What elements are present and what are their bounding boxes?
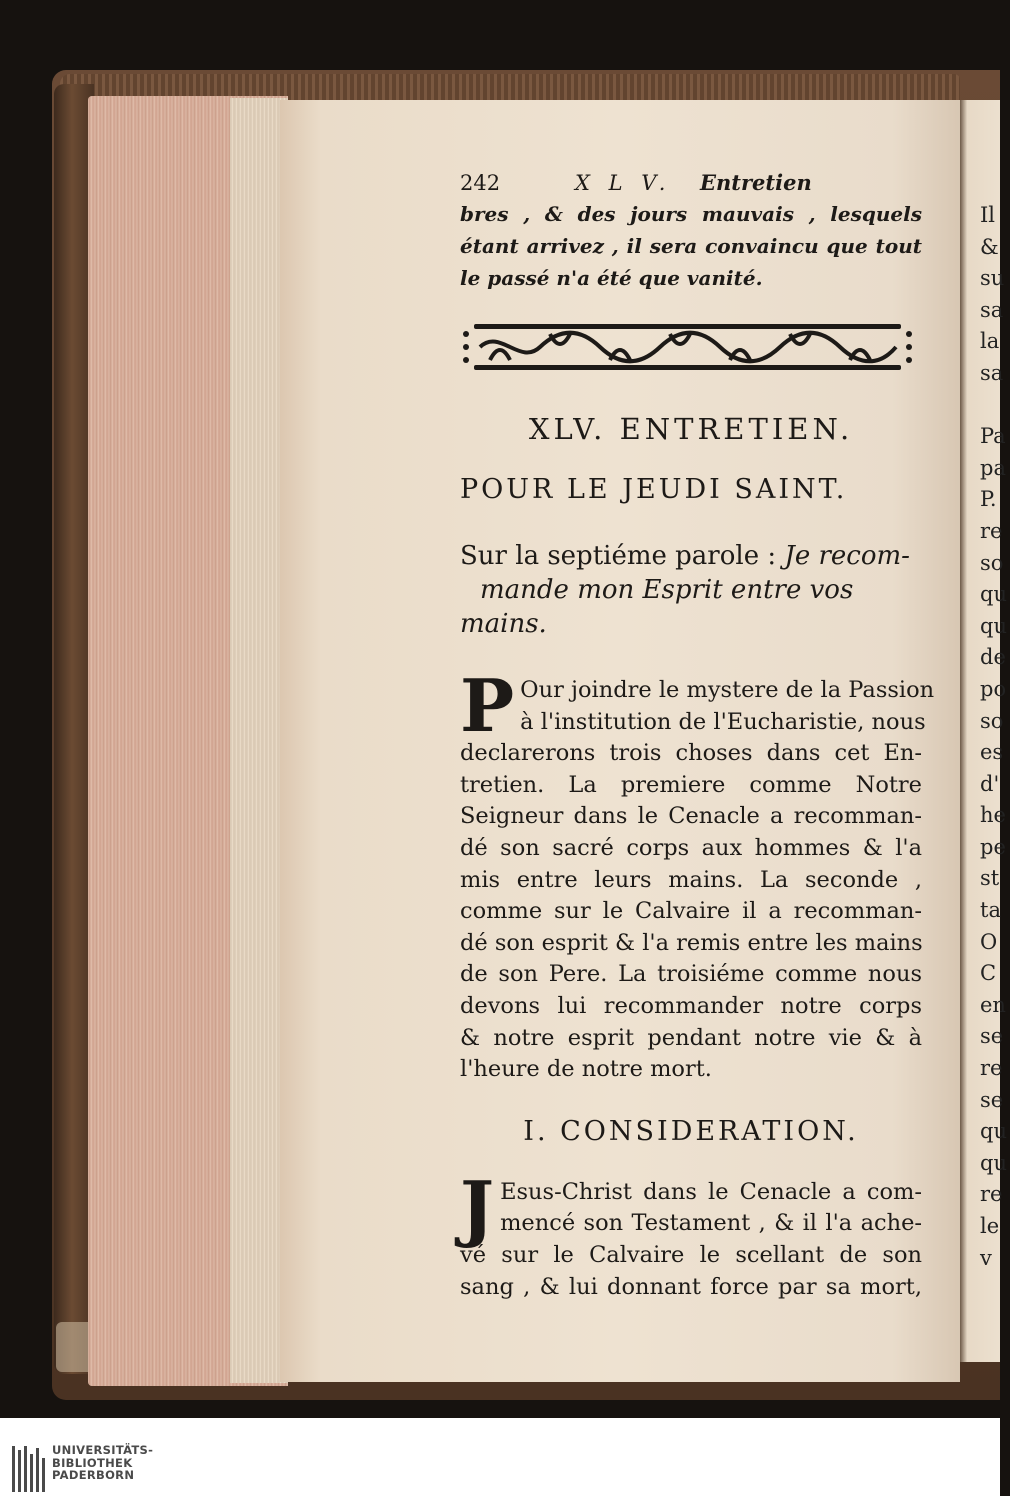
paragraph-line: vé sur le Calvaire le scellant de son — [460, 1241, 922, 1268]
page-content — [460, 170, 935, 1303]
theme-quote-1: Je recom- — [784, 541, 910, 571]
intro-paragraph — [460, 663, 935, 1086]
paragraph-line: & notre esprit pendant notre vie & à — [460, 1024, 922, 1051]
chapter-theme — [460, 539, 922, 641]
paragraph-line: dé son sacré corps aux hommes & l'a — [460, 834, 922, 861]
chapter-subheading: POUR LE JEUDI SAINT. — [460, 474, 848, 505]
paragraph-line: sang , & lui donnant force par sa mort, — [460, 1273, 922, 1300]
header-title: Entretien — [700, 170, 812, 195]
library-line-1: UNIVERSITÄTS- — [52, 1443, 154, 1457]
library-line-3: PADERBORN — [52, 1468, 135, 1482]
carryover-line: étant arrivez , il sera convaincu que tout — [460, 234, 922, 258]
consideration-dropcap: J — [460, 1164, 495, 1250]
theme-prefix: Sur la septiéme parole : — [460, 541, 785, 571]
paragraph-line: Seigneur dans le Cenacle a recomman- — [460, 803, 922, 830]
carryover-line: le passé n'a été que vanité. — [460, 266, 763, 290]
header-roman: X L V. — [575, 171, 672, 195]
paragraph-line: Esus-Christ dans le Cenacle a com- — [500, 1178, 922, 1205]
chapter-heading: XLV. ENTRETIEN. — [528, 412, 854, 446]
paragraph-line: tretien. La premiere comme Notre — [460, 771, 922, 798]
paragraph-line: mencé son Testament , & il l'a ache- — [500, 1210, 922, 1237]
facing-page-text: Il & su sa la sa Pa pa P. re so qu qu de po so es d' he pe st ta O C en se re se qu qu re le v — [980, 203, 1007, 1270]
paragraph-line: à l'institution de l'Eucharistie, nous — [520, 708, 926, 735]
paragraph-line: devons lui recommander notre corps — [460, 992, 922, 1019]
running-header — [460, 170, 922, 198]
library-name — [52, 1444, 153, 1482]
consideration-heading: I. CONSIDERATION. — [523, 1115, 859, 1147]
paragraph-line: mis entre leurs mains. La seconde , — [460, 866, 922, 893]
paragraph-line: de son Pere. La troisiéme comme nous — [460, 961, 922, 988]
paragraph-line: dé son esprit & l'a remis entre les mains — [460, 929, 923, 956]
paragraph-line: declarerons trois choses dans cet En- — [460, 740, 922, 767]
paragraph-line: comme sur le Calvaire il a recomman- — [460, 898, 922, 925]
carryover-line: bres , & des jours mauvais , lesquels — [460, 202, 922, 226]
paragraph-line: l'heure de notre mort. — [460, 1056, 712, 1083]
ornament-headpiece-icon — [460, 320, 915, 374]
paragraph-line: Our joindre le mystere de la Passion — [520, 677, 935, 703]
consideration-paragraph — [460, 1164, 922, 1303]
page-number: 242 — [460, 171, 501, 195]
intro-dropcap: P — [460, 663, 515, 748]
carryover-text — [460, 198, 922, 294]
library-line-2: BIBLIOTHEK — [52, 1455, 133, 1470]
theme-quote-2: mande mon Esprit entre vos mains. — [460, 575, 854, 639]
library-logo-icon — [10, 1444, 50, 1494]
